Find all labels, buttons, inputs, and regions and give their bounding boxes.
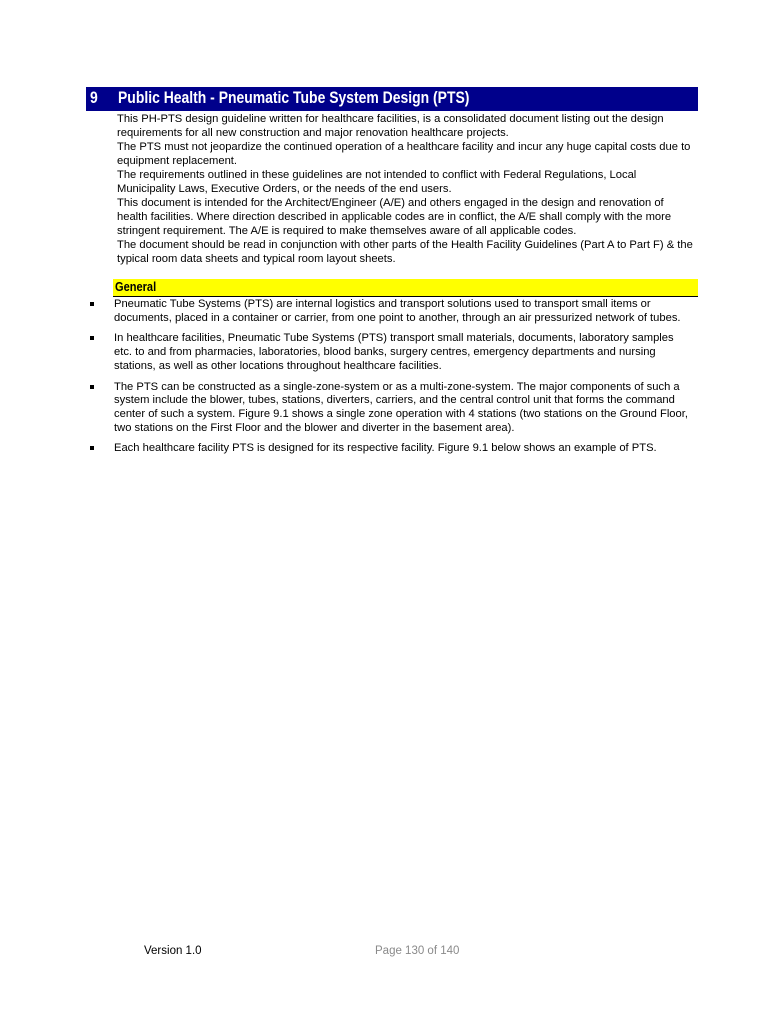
list-item-text: In healthcare facilities, Pneumatic Tube Systems (PTS) transport small materials, documents, laboratory samples etc. to and from pharmacies, laboratories, blood banks, surgery centres, emergency departments and nursing stations, as well as other locations throughout healthcare facilities. [114,332,674,372]
list-item [88,442,688,456]
bullet-icon [90,446,94,450]
list-item [88,381,688,436]
list-item [88,332,688,373]
intro-paragraph: The PTS must not jeopardize the continued operation of a healthcare facility and incur any huge capital costs due to equipment replacement. [117,141,691,167]
intro-paragraph: This PH-PTS design guideline written for healthcare facilities, is a consolidated document listing out the design requirements for all new construction and major renovation healthcare projects. [117,113,664,139]
list-item-text: Pneumatic Tube Systems (PTS) are internal logistics and transport solutions used to transport small items or documents, placed in a container or carrier, from one point to another, through an air pressurized network of tubes. [114,298,681,324]
list-item-text: Each healthcare facility PTS is designed for its respective facility. Figure 9.1 below shows an example of PTS. [114,442,657,455]
list-item [88,298,688,325]
subsection-heading-bar [113,279,698,297]
footer-version: Version 1.0 [144,945,202,957]
intro-text [117,112,697,266]
section-title: Public Health - Pneumatic Tube System Design (PTS) [118,88,470,107]
intro-paragraph: The document should be read in conjunction with other parts of the Health Facility Guidelines (Part A to Part F) & the typical room data sheets and typical room layout sheets. [117,239,693,265]
section-heading-bar [86,87,698,111]
intro-paragraph: This document is intended for the Architect/Engineer (A/E) and others engaged in the design and renovation of health facilities. Where direction described in applicable codes are in conflict, the A/E shall comply with the more stringent requirement. The A/E is required to make themselves aware of all applicable codes. [117,197,672,237]
section-number: 9 [90,88,98,107]
bullet-icon [90,385,94,389]
bullet-icon [90,302,94,306]
list-item-text: The PTS can be constructed as a single-zone-system or as a multi-zone-system. The major components of such a system include the blower, tubes, stations, diverters, carriers, and the central control unit that forms the command center of such a system. Figure 9.1 shows a single zone operation with 4 stations (two stations on the Ground Floor, two stations on the First Floor and the blower and diverter in the basement area). [114,380,688,434]
footer-page-number: Page 130 of 140 [375,945,460,957]
intro-paragraph: The requirements outlined in these guidelines are not intended to conflict with Federal Regulations, Local Municipality Laws, Executive Orders, or the needs of the end users. [117,169,637,195]
bullet-list [88,298,688,463]
bullet-icon [90,336,94,340]
subsection-title: General [115,279,157,294]
